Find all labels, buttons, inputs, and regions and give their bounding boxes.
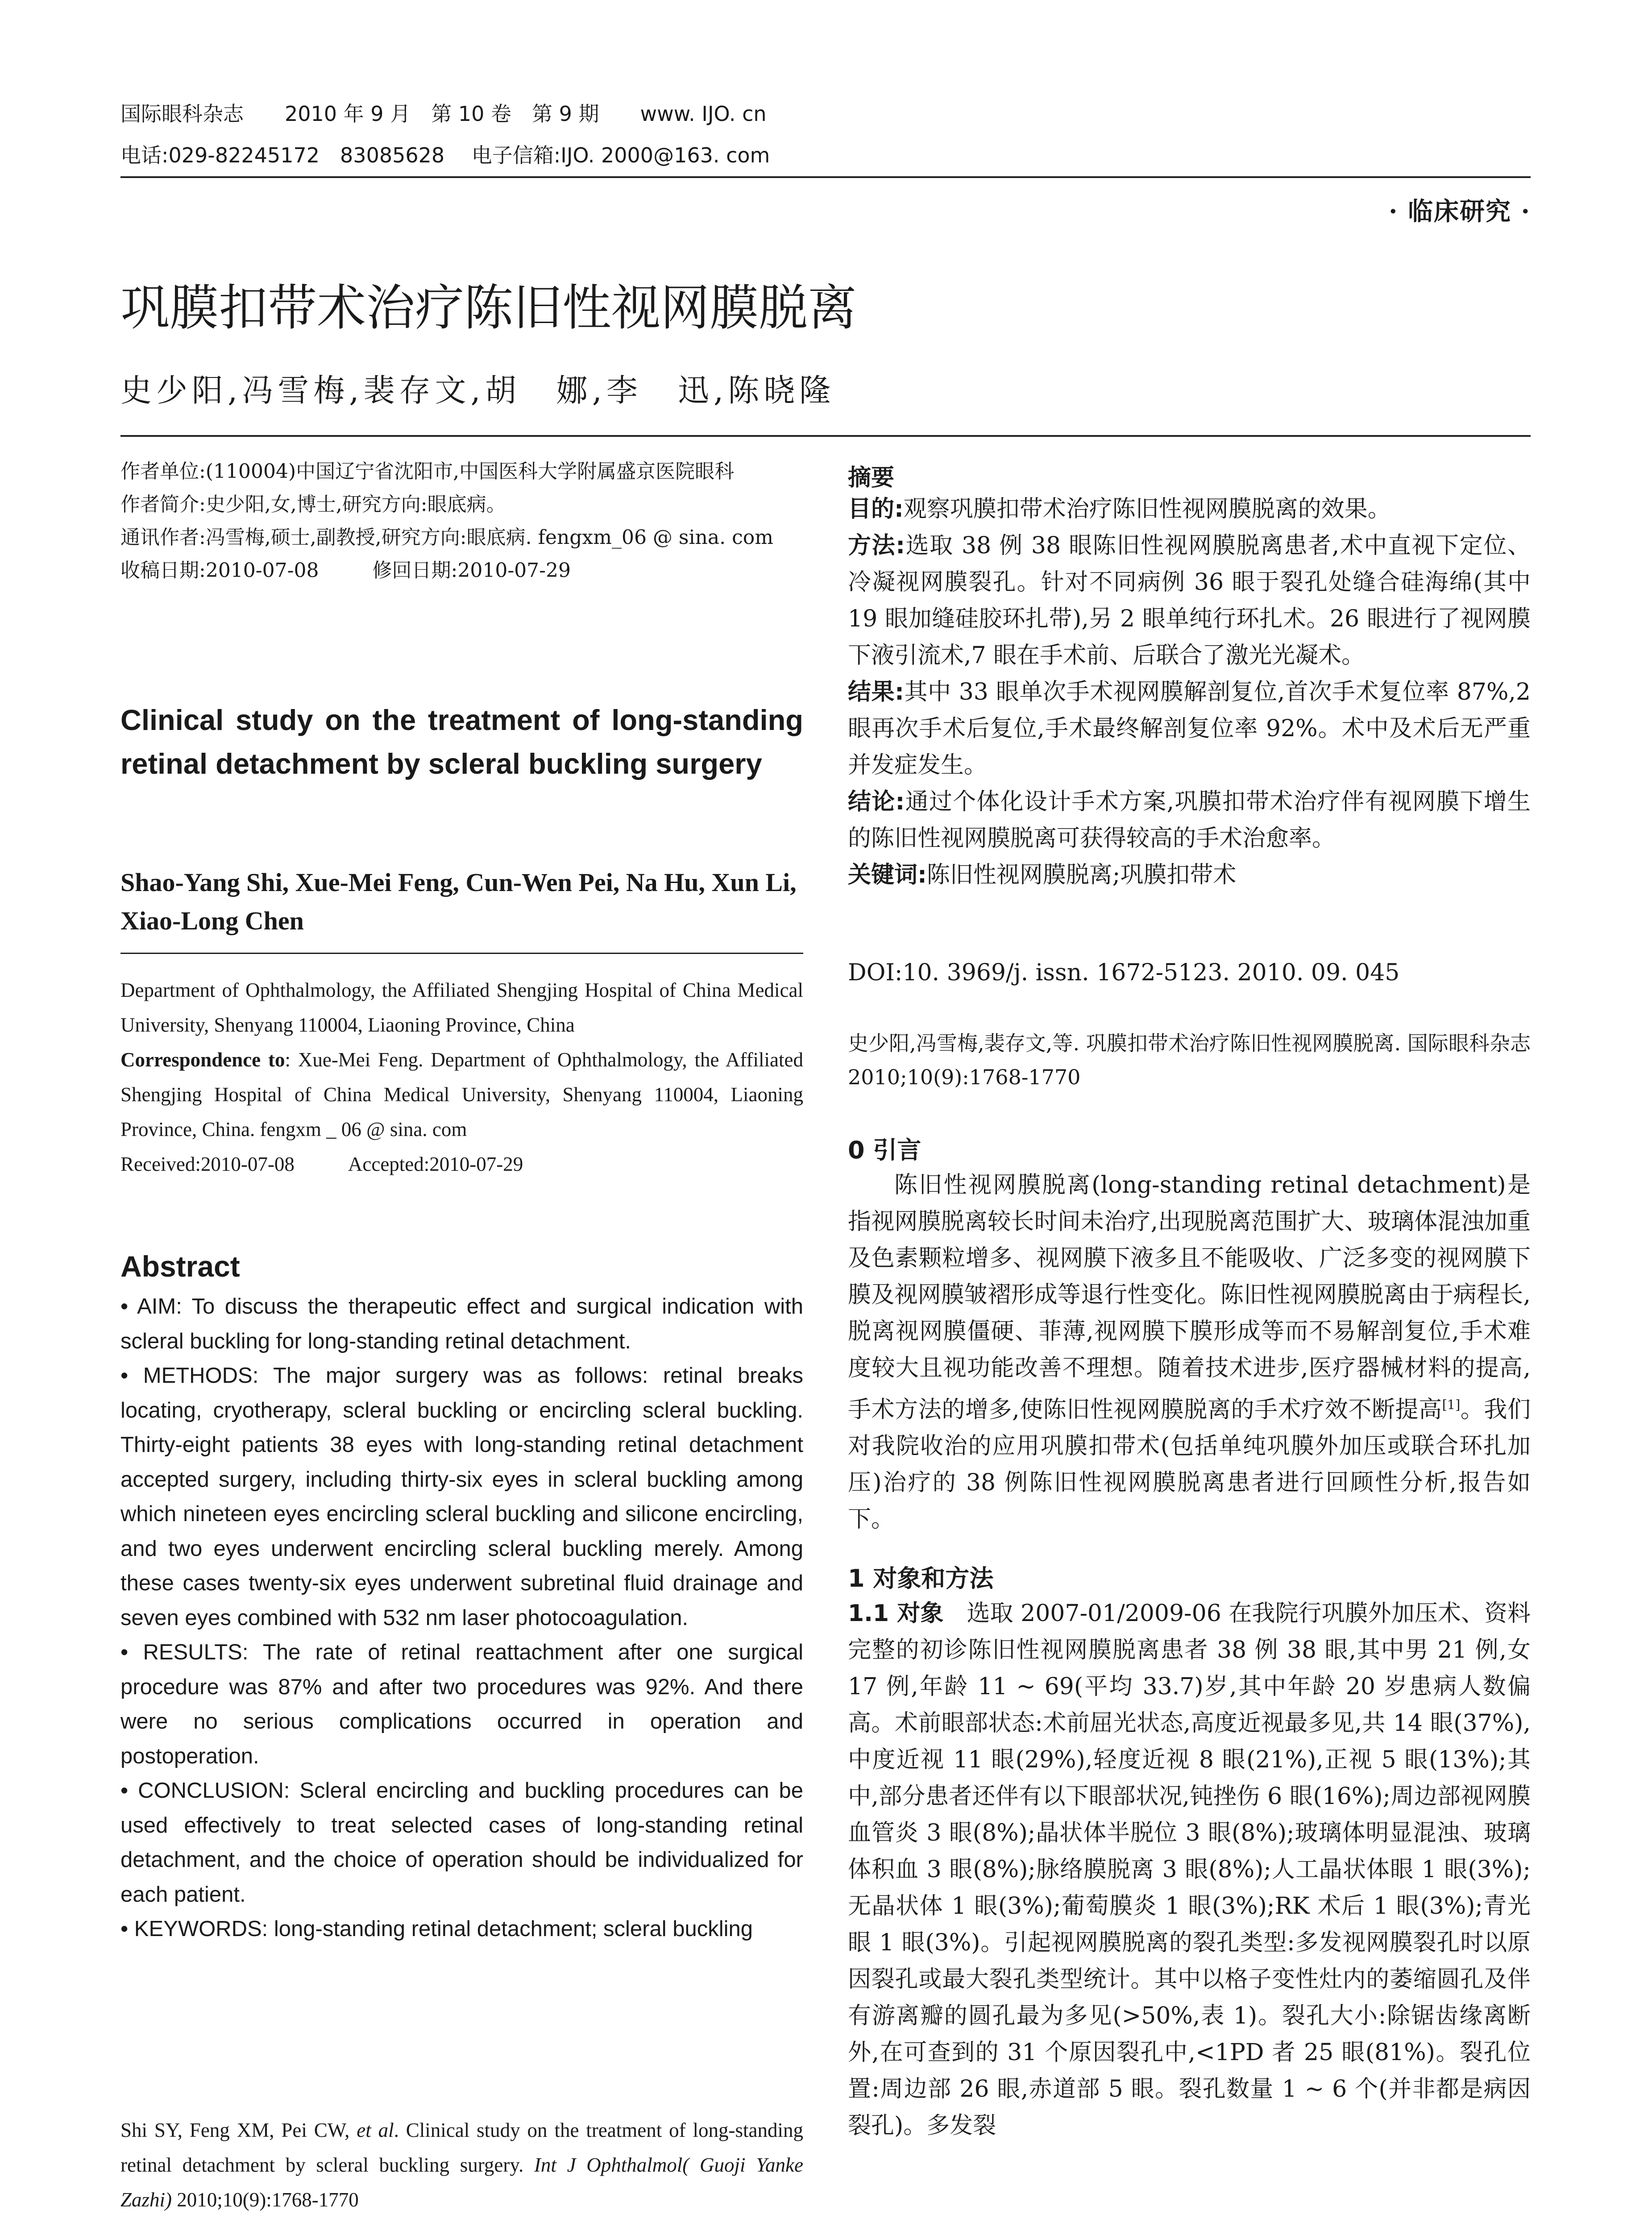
intro-body [848, 1167, 1531, 1538]
authors-cn: 史少阳,冯雪梅,裴存文,胡 娜,李 迅,陈晓隆 [120, 372, 835, 409]
abstract-results: • RESULTS: The rate of retinal reattachment after one surgical procedure was 87% and after two procedures was 92%. And there were no serious complications occurred in operation and postoperation. [120, 1640, 803, 1768]
keywords-label-cn: 关键词: [848, 862, 927, 888]
abstract-en [120, 1290, 803, 1947]
journal-header-line1: 国际眼科杂志 2010 年 9 月 第 10 卷 第 9 期 www. IJO. cn [120, 102, 767, 126]
abstract-cn-results [848, 674, 1531, 784]
affiliation-en: Department of Ophthalmology, the Affiliated Shengjing Hospital of China Medical University, Shenyang 110004, Liaoning Province, China [120, 979, 803, 1036]
intro-heading: 0 引言 [848, 1136, 921, 1164]
results-text-cn: 其中 33 眼单次手术视网膜解剖复位,首次手术复位率 87%,2 眼再次手术后复位,手术最终解剖复位率 92%。术中及术后无严重并发症发生。 [848, 679, 1531, 779]
citation-volume: 2010;10(9):1768-1770 [172, 2189, 359, 2211]
methods-text: 选取 2007-01/2009-06 在我院行巩膜外加压术、资料完整的初诊陈旧性视网膜脱离患者 38 例 38 眼,其中男 21 例,女 17 例,年龄 11 ~ 69(平均 33.7)岁,其中年龄 20 岁患病人数偏高。术前眼部状态:术前屈光状态,高度近视最多见,共 14 眼(37%),中度近视 11 眼(29%),轻度近视 8 眼(21%),正视 5 眼(13%);其中,部分患者还伴有以下眼部状况,钝挫伤 6 眼(16%);周边部视网膜血管炎 3 眼(8%);晶状体半脱位 3 眼(8%);玻璃体明显混浊、玻璃体积血 3 眼(8%);脉络膜脱离 3 眼(8%);人工晶状体眼 1 眼(3%);无晶状体 1 眼(3%);葡萄膜炎 1 眼(3%);RK 术后 1 眼(3%);青光眼 1 眼(3%)。引起视网膜脱离的裂孔类型:多发视网膜裂孔时以原因裂孔或最大裂孔类型统计。其中以格子变性灶内的萎缩圆孔及伴有游离瓣的圆孔最为多见(>50%,表 1)。裂孔大小:除锯齿缘离断外,在可查到的 31 个原因裂孔中,<1PD 者 25 眼(81%)。裂孔位置:周边部 26 眼,赤道部 5 眼。裂孔数量 1 ~ 6 个(并非都是病因裂孔)。多发裂 [848, 1600, 1531, 2139]
section-tag: · 临床研究 · [1389, 197, 1531, 226]
abstract-aim: • AIM: To discuss the therapeutic effect and surgical indication with scleral buckling for long-standing retinal detachment. [120, 1294, 803, 1353]
abstract-cn-heading: 摘要 [848, 464, 895, 491]
intro-text-a: 陈旧性视网膜脱离(long-standing retinal detachment)是指视网膜脱离较长时间未治疗,出现脱离范围扩大、玻璃体混浊加重及色素颗粒增多、视网膜下液多且不能吸收、广泛多变的视网膜下膜及视网膜皱褶形成等退行性变化。陈旧性视网膜脱离由于病程长,脱离视网膜僵硬、菲薄,视网膜下膜形成等而不易解剖复位,手术难度较大且视功能改善不理想。随着技术进步,医疗器械材料的提高,手术方法的增多,使陈旧性视网膜脱离的手术疗效不断提高 [848, 1172, 1531, 1423]
received-date-cn: 收稿日期:2010-07-08 [120, 559, 319, 582]
conclusion-label-cn: 结论: [848, 788, 905, 815]
author-bio: 作者简介:史少阳,女,博士,研究方向:眼底病。 [120, 493, 506, 516]
methods-body [848, 1595, 1531, 2144]
citation-authors: Shi SY, Feng XM, Pei CW, [120, 2119, 357, 2141]
citation-etal: et al [357, 2119, 394, 2141]
header-divider [120, 176, 1531, 178]
abstract-cn-conclusion [848, 784, 1531, 857]
reference-marker: [1] [1442, 1397, 1461, 1412]
received-date-en: Received:2010-07-08 [120, 1153, 295, 1175]
correspondence-text: : Xue-Mei Feng. Department of Ophthalmology, the Affiliated Shengjing Hospital of China Medical University, Shenyang 110004, Liaoning Province, China. fengxm _ 06 @ sina. com [120, 1049, 803, 1140]
keywords-text-cn: 陈旧性视网膜脱离;巩膜扣带术 [926, 862, 1237, 888]
doi: DOI:10. 3969/j. issn. 1672-5123. 2010. 09. 045 [848, 959, 1400, 986]
methods-text-cn: 选取 38 例 38 眼陈旧性视网膜脱离患者,术中直视下定位、冷凝视网膜裂孔。针对不同病例 36 眼于裂孔处缝合硅海绵(其中 19 眼加缝硅胶环扎带),另 2 眼单纯行环扎术。26 眼进行了视网膜下液引流术,7 眼在手术前、后联合了激光光凝术。 [848, 532, 1531, 669]
methods-label-cn: 方法: [848, 532, 905, 559]
journal-header-line2: 电话:029-82245172 83085628 电子信箱:IJO. 2000@163. com [120, 143, 770, 167]
affiliation-unit: 作者单位:(110004)中国辽宁省沈阳市,中国医科大学附属盛京医院眼科 [120, 460, 735, 483]
subsection-label: 1.1 对象 [848, 1600, 944, 1627]
abstract-conclusion: • CONCLUSION: Scleral encircling and buckling procedures can be used effectively to treat selected cases of long-standing retinal detachment, and the choice of operation should be individualized for each patient. [120, 1779, 803, 1907]
article-title-en: Clinical study on the treatment of long-standing retinal detachment by scleral buckling surgery [120, 704, 803, 780]
abstract-cn-aim [848, 491, 1531, 527]
abstract-keywords: • KEYWORDS: long-standing retinal detachment; scleral buckling [120, 1917, 753, 1941]
aim-text-cn: 观察巩膜扣带术治疗陈旧性视网膜脱离的效果。 [903, 496, 1391, 523]
received-dates-cn [120, 554, 803, 587]
methods-heading: 1 对象和方法 [848, 1564, 994, 1592]
abstract-methods: • METHODS: The major surgery was as follows: retinal breaks locating, cryotherapy, scleral buckling or encircling scleral buckling. Thirty-eight patients 38 eyes with long-standing retinal detachment accepted surgery, including thirty-six eyes in scleral buckling among which nineteen eyes encircling scleral buckling and silicone encircling, and two eyes underwent encircling scleral buckling merely. Among these cases twenty-six eyes underwent subretinal fluid drainage and seven eyes combined with 532 nm laser photocoagulation. [120, 1364, 803, 1630]
abstract-cn-methods [848, 527, 1531, 674]
aim-label-cn: 目的: [848, 496, 904, 523]
authors-divider [120, 953, 803, 954]
revised-date-cn: 修回日期:2010-07-29 [372, 559, 571, 582]
correspondence-en [120, 1042, 803, 1147]
intro-paragraph [848, 1167, 1531, 1538]
title-divider [120, 435, 1531, 437]
citation-cn: 史少阳,冯雪梅,裴存文,等. 巩膜扣带术治疗陈旧性视网膜脱离. 国际眼科杂志 2010;10(9):1768-1770 [848, 1031, 1531, 1089]
citation-journal: Int J Ophthalmol( Guoji Yanke Zazhi) [120, 2154, 803, 2211]
results-label-cn: 结果: [848, 679, 904, 705]
correspondence-label: Correspondence to [120, 1049, 285, 1071]
abstract-cn [848, 491, 1531, 893]
citation-title: . Clinical study on the treatment of long-standing retinal detachment by scleral buckling surgery. [120, 2119, 803, 2176]
abstract-cn-keywords [848, 857, 1531, 893]
affiliation-cn [120, 455, 803, 587]
methods-paragraph [848, 1595, 1531, 2144]
authors-en: Shao-Yang Shi, Xue-Mei Feng, Cun-Wen Pei, Na Hu, Xun Li, Xiao-Long Chen [120, 868, 797, 935]
accepted-date-en: Accepted:2010-07-29 [348, 1153, 523, 1175]
affiliation-en-block [120, 973, 803, 1182]
corresponding-author: 通讯作者:冯雪梅,硕士,副教授,研究方向:眼底病. fengxm_06 @ sina. com [120, 526, 773, 549]
citation-en [120, 2113, 803, 2217]
conclusion-text-cn: 通过个体化设计手术方案,巩膜扣带术治疗伴有视网膜下增生的陈旧性视网膜脱离可获得较高的手术治愈率。 [848, 788, 1531, 852]
abstract-heading: Abstract [120, 1250, 240, 1283]
article-title-cn: 巩膜扣带术治疗陈旧性视网膜脱离 [120, 279, 857, 336]
intro-text-b: 。我们对我院收治的应用巩膜扣带术(包括单纯巩膜外加压或联合环扎加压)治疗的 38 例陈旧性视网膜脱离患者进行回顾性分析,报告如下。 [848, 1396, 1531, 1533]
received-dates-en [120, 1147, 803, 1182]
